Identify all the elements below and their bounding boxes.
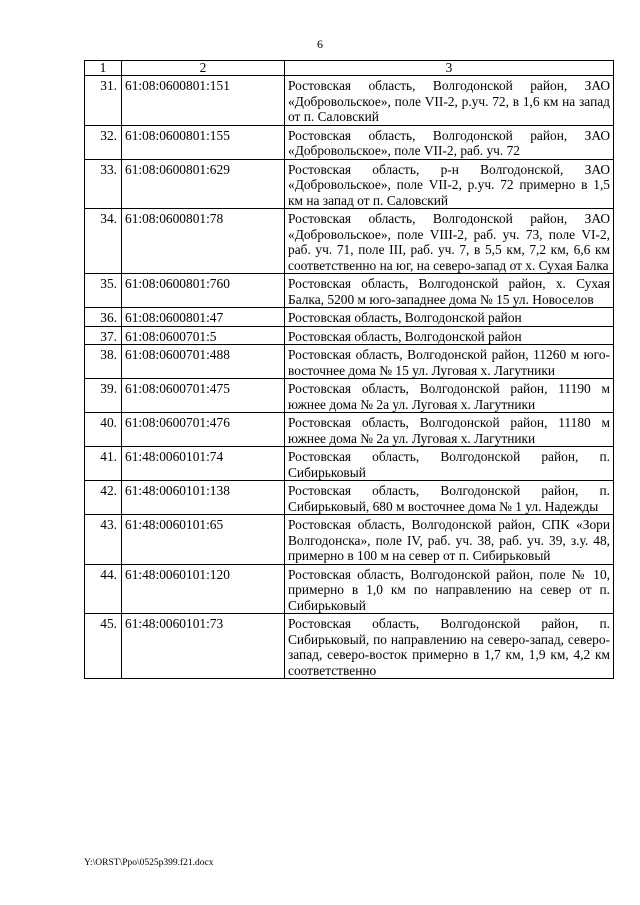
table-row bbox=[85, 274, 614, 308]
cadastral-number: 61:08:0600701:475 bbox=[122, 379, 285, 413]
row-number: 43. bbox=[85, 515, 122, 565]
file-path-footer: Y:\ORST\Ppo\0525p399.f21.docx bbox=[84, 858, 214, 868]
table-row bbox=[85, 564, 614, 614]
table-row bbox=[85, 308, 614, 327]
parcel-address: Ростовская область, Волгодонской район, п. Сибирьковый bbox=[285, 447, 614, 481]
table-header bbox=[85, 61, 614, 76]
row-number: 35. bbox=[85, 274, 122, 308]
row-number: 40. bbox=[85, 413, 122, 447]
row-number: 37. bbox=[85, 326, 122, 345]
cadastral-number: 61:48:0060101:65 bbox=[122, 515, 285, 565]
table-row bbox=[85, 413, 614, 447]
table-row bbox=[85, 345, 614, 379]
cadastral-number: 61:48:0060101:138 bbox=[122, 481, 285, 515]
column-header-3: 3 bbox=[285, 61, 614, 76]
cadastral-number: 61:08:0600701:5 bbox=[122, 326, 285, 345]
cadastral-number: 61:08:0600701:488 bbox=[122, 345, 285, 379]
cadastral-number: 61:08:0600801:760 bbox=[122, 274, 285, 308]
row-number: 31. bbox=[85, 76, 122, 126]
row-number: 42. bbox=[85, 481, 122, 515]
parcel-address: Ростовская область, Волгодонской район, п. Сибирьковый, 680 м восточнее дома № 1 ул. Надежды bbox=[285, 481, 614, 515]
row-number: 34. bbox=[85, 209, 122, 274]
cadastral-number: 61:08:0600801:629 bbox=[122, 159, 285, 209]
parcel-address: Ростовская область, Волгодонской район, ЗАО «Добровольское», поле VII-2, р.уч. 72, в 1,6 км на запад от п. Саловский bbox=[285, 76, 614, 126]
table-body bbox=[85, 76, 614, 679]
column-header-2: 2 bbox=[122, 61, 285, 76]
row-number: 32. bbox=[85, 125, 122, 159]
cadastral-number: 61:08:0600701:476 bbox=[122, 413, 285, 447]
cadastral-number: 61:48:0060101:120 bbox=[122, 564, 285, 614]
parcel-address: Ростовская область, р-н Волгодонской, ЗАО «Добровольское», поле VII-2, р.уч. 72 примерно в 1,5 км на запад от п. Саловский bbox=[285, 159, 614, 209]
row-number: 45. bbox=[85, 614, 122, 679]
column-header-1: 1 bbox=[85, 61, 122, 76]
table-row bbox=[85, 209, 614, 274]
parcel-address: Ростовская область, Волгодонской район, поле № 10, примерно в 1,0 км по направлению на север от п. Сибирьковый bbox=[285, 564, 614, 614]
parcel-address: Ростовская область, Волгодонской район, 11260 м юго-восточнее дома № 15 ул. Луговая х. Лагутники bbox=[285, 345, 614, 379]
table-row bbox=[85, 481, 614, 515]
parcel-address: Ростовская область, Волгодонской район, ЗАО «Добровольское», поле VIII-2, раб. уч. 73, поле VI-2, раб. уч. 71, поле III, раб. уч. 7, в 5,5 км, 7,2 км, 6,6 км соответственно на юг, на северо-запад от х. Сухая Балка bbox=[285, 209, 614, 274]
parcel-address: Ростовская область, Волгодонской район, 11190 м южнее дома № 2а ул. Луговая х. Лагутники bbox=[285, 379, 614, 413]
cadastral-number: 61:08:0600801:155 bbox=[122, 125, 285, 159]
parcel-address: Ростовская область, Волгодонской район, 11180 м южнее дома № 2а ул. Луговая х. Лагутники bbox=[285, 413, 614, 447]
table-row bbox=[85, 76, 614, 126]
cadastral-number: 61:08:0600801:151 bbox=[122, 76, 285, 126]
cadastral-number: 61:48:0060101:73 bbox=[122, 614, 285, 679]
row-number: 38. bbox=[85, 345, 122, 379]
parcel-address: Ростовская область, Волгодонской район bbox=[285, 326, 614, 345]
page-number: 6 bbox=[317, 37, 323, 51]
row-number: 39. bbox=[85, 379, 122, 413]
table-row bbox=[85, 159, 614, 209]
row-number: 44. bbox=[85, 564, 122, 614]
table-row bbox=[85, 447, 614, 481]
table-row bbox=[85, 614, 614, 679]
parcel-address: Ростовская область, Волгодонской район bbox=[285, 308, 614, 327]
table-row bbox=[85, 125, 614, 159]
row-number: 33. bbox=[85, 159, 122, 209]
table-row bbox=[85, 379, 614, 413]
cadastral-number: 61:08:0600801:78 bbox=[122, 209, 285, 274]
cadastral-number: 61:08:0600801:47 bbox=[122, 308, 285, 327]
cadastral-number: 61:48:0060101:74 bbox=[122, 447, 285, 481]
parcel-address: Ростовская область, Волгодонской район, ЗАО «Добровольское», поле VII-2, раб. уч. 72 bbox=[285, 125, 614, 159]
row-number: 41. bbox=[85, 447, 122, 481]
table-row bbox=[85, 326, 614, 345]
parcel-address: Ростовская область, Волгодонской район, СПК «Зори Волгодонска», поле IV, раб. уч. 38, раб. уч. 39, з.у. 48, примерно в 100 м на север от п. Сибирьковый bbox=[285, 515, 614, 565]
parcel-address: Ростовская область, Волгодонской район, х. Сухая Балка, 5200 м юго-западнее дома № 15 ул. Новоселов bbox=[285, 274, 614, 308]
parcels-table bbox=[84, 60, 614, 679]
parcel-address: Ростовская область, Волгодонской район, п. Сибирьковый, по направлению на северо-запад, северо-запад, северо-восток примерно в 1,7 км, 1,9 км, 4,2 км соответственно bbox=[285, 614, 614, 679]
header-row bbox=[85, 61, 614, 76]
table-row bbox=[85, 515, 614, 565]
row-number: 36. bbox=[85, 308, 122, 327]
